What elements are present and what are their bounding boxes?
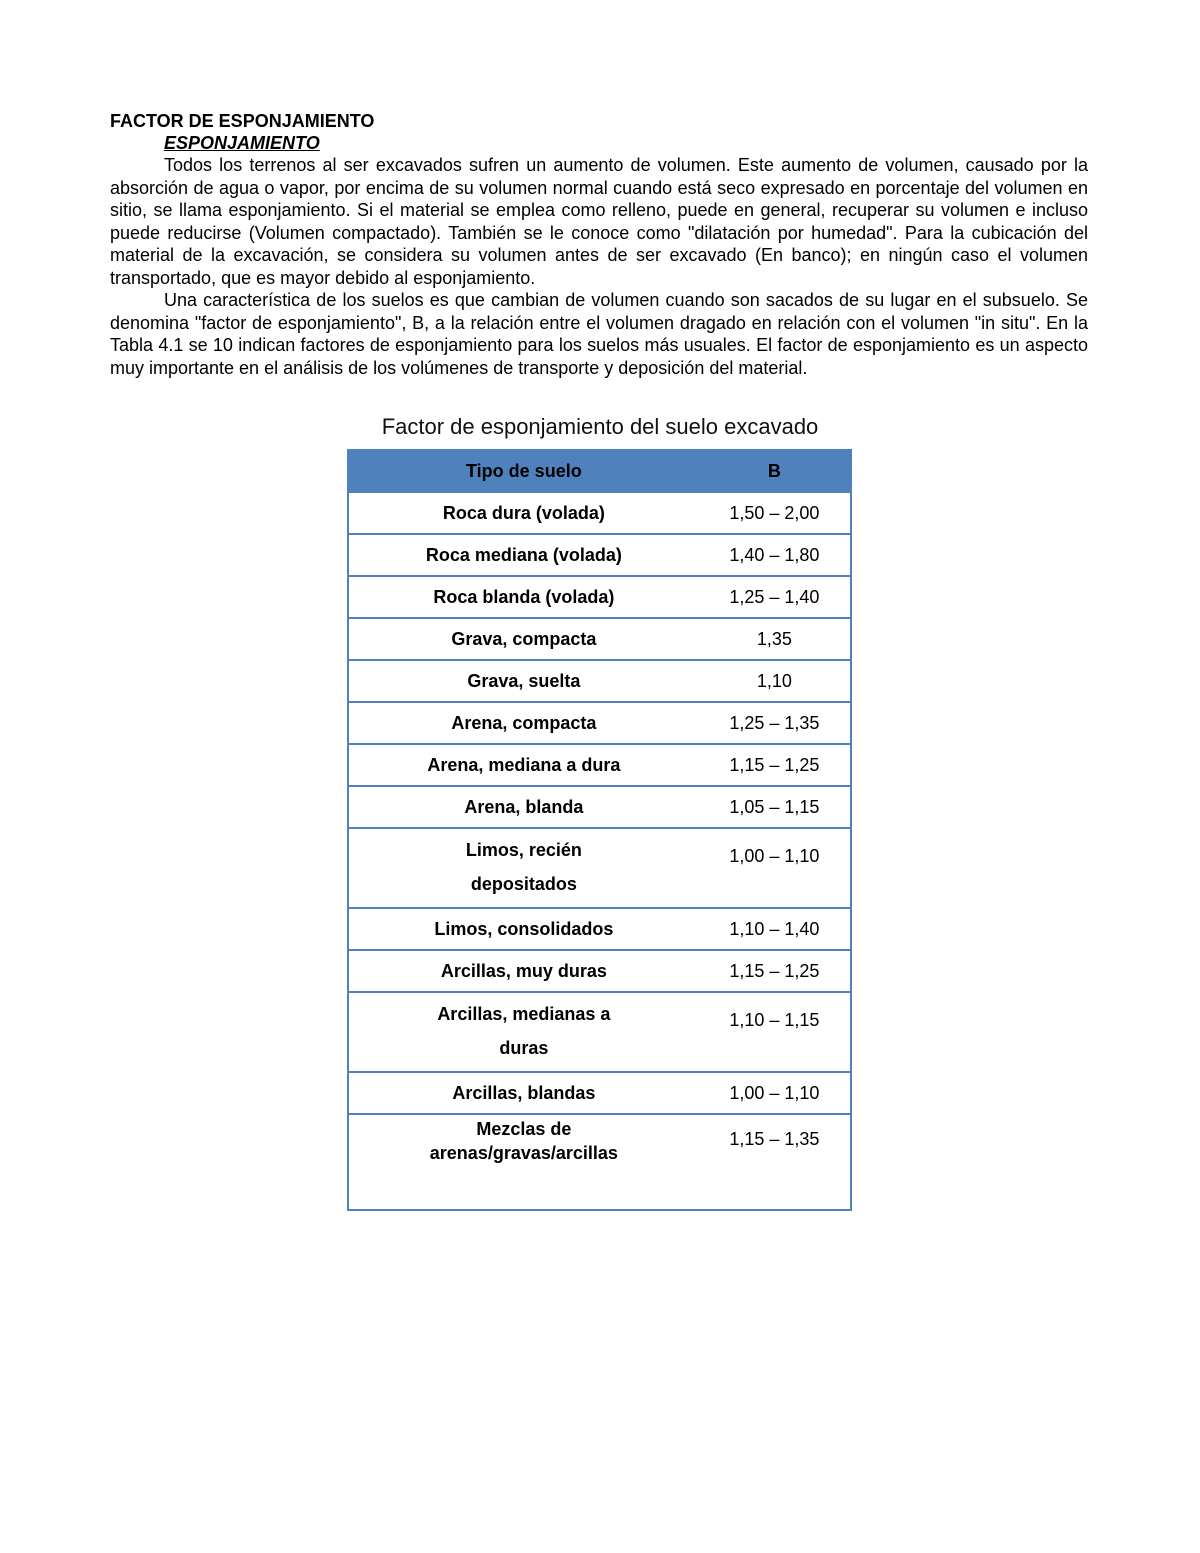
paragraph-2: Una característica de los suelos es que cambian de volumen cuando son sacados de su lugar en el subsuelo. Se denomina "factor de esponjamiento", B, a la relación entre el volumen dragado en relación con el volumen "in situ". En la Tabla 4.1 se 10 indican factores de esponjamiento para los suelos más usuales. El factor de esponjamiento es un aspecto muy importante en el análisis de los volúmenes de transporte y deposición del material. <box>110 290 1088 378</box>
soil-type-text: Limos, recién depositados <box>465 840 582 894</box>
table-row <box>348 660 851 702</box>
table-caption: Factor de esponjamiento del suelo excavado <box>381 414 819 439</box>
factor-b-cell: 1,40 – 1,80 <box>699 534 851 576</box>
header-factor-b: B <box>699 450 851 492</box>
factor-b-cell: 1,50 – 2,00 <box>699 492 851 534</box>
table-row <box>348 1072 851 1114</box>
soil-type-cell: Arena, mediana a dura <box>348 744 699 786</box>
table-row <box>348 1114 851 1210</box>
factor-b-cell: 1,35 <box>699 618 851 660</box>
header-soil-type: Tipo de suelo <box>348 450 699 492</box>
soil-factor-table <box>347 449 852 1211</box>
soil-type-cell: Limos, consolidados <box>348 908 699 950</box>
table-row <box>348 618 851 660</box>
factor-b-cell: 1,15 – 1,25 <box>699 744 851 786</box>
soil-type-cell: Arcillas, muy duras <box>348 950 699 992</box>
table-row <box>348 950 851 992</box>
soil-type-cell: Roca dura (volada) <box>348 492 699 534</box>
factor-b-cell: 1,25 – 1,40 <box>699 576 851 618</box>
factor-b-cell: 1,10 – 1,40 <box>699 908 851 950</box>
soil-type-cell <box>348 992 699 1072</box>
soil-type-text: Mezclas de arenas/gravas/arcillas <box>429 1119 618 1163</box>
document-title: FACTOR DE ESPONJAMIENTO <box>110 111 375 131</box>
soil-type-cell: Roca blanda (volada) <box>348 576 699 618</box>
factor-b-cell: 1,00 – 1,10 <box>699 828 851 908</box>
table-row <box>348 786 851 828</box>
table-row <box>348 702 851 744</box>
table-row <box>348 576 851 618</box>
factor-b-cell: 1,05 – 1,15 <box>699 786 851 828</box>
factor-b-cell: 1,10 <box>699 660 851 702</box>
table-row <box>348 828 851 908</box>
paragraph-1: Todos los terrenos al ser excavados sufren un aumento de volumen. Este aumento de volumen, causado por la absorción de agua o vapor, por encima de su volumen normal cuando está seco expresado en porcentaje del volumen en sitio, se llama esponjamiento. Si el material se emplea como relleno, puede en general, recuperar su volumen e incluso puede reducirse (Volumen compactado). También se le conoce como "dilatación por humedad". Para la cubicación del material de la excavación, se considera su volumen antes de ser excavado (En banco); en ningún caso el volumen transportado, que es mayor debido al esponjamiento. <box>110 155 1088 288</box>
soil-type-cell: Arena, compacta <box>348 702 699 744</box>
soil-type-cell: Arcillas, blandas <box>348 1072 699 1114</box>
section-heading: ESPONJAMIENTO <box>164 133 320 153</box>
soil-type-cell <box>348 828 699 908</box>
document-body <box>110 110 1088 379</box>
soil-type-cell: Grava, suelta <box>348 660 699 702</box>
factor-b-cell: 1,00 – 1,10 <box>699 1072 851 1114</box>
table-row <box>348 908 851 950</box>
soil-type-cell <box>348 1114 699 1210</box>
soil-type-text: Arcillas, medianas a duras <box>437 1004 611 1058</box>
table-header-row <box>348 450 851 492</box>
factor-b-cell: 1,10 – 1,15 <box>699 992 851 1072</box>
factor-b-cell: 1,25 – 1,35 <box>699 702 851 744</box>
soil-type-cell: Grava, compacta <box>348 618 699 660</box>
factor-b-cell: 1,15 – 1,35 <box>699 1114 851 1210</box>
soil-type-cell: Roca mediana (volada) <box>348 534 699 576</box>
factor-b-cell: 1,15 – 1,25 <box>699 950 851 992</box>
table-row <box>348 992 851 1072</box>
table-row <box>348 534 851 576</box>
table-row <box>348 492 851 534</box>
table-row <box>348 744 851 786</box>
soil-type-cell: Arena, blanda <box>348 786 699 828</box>
